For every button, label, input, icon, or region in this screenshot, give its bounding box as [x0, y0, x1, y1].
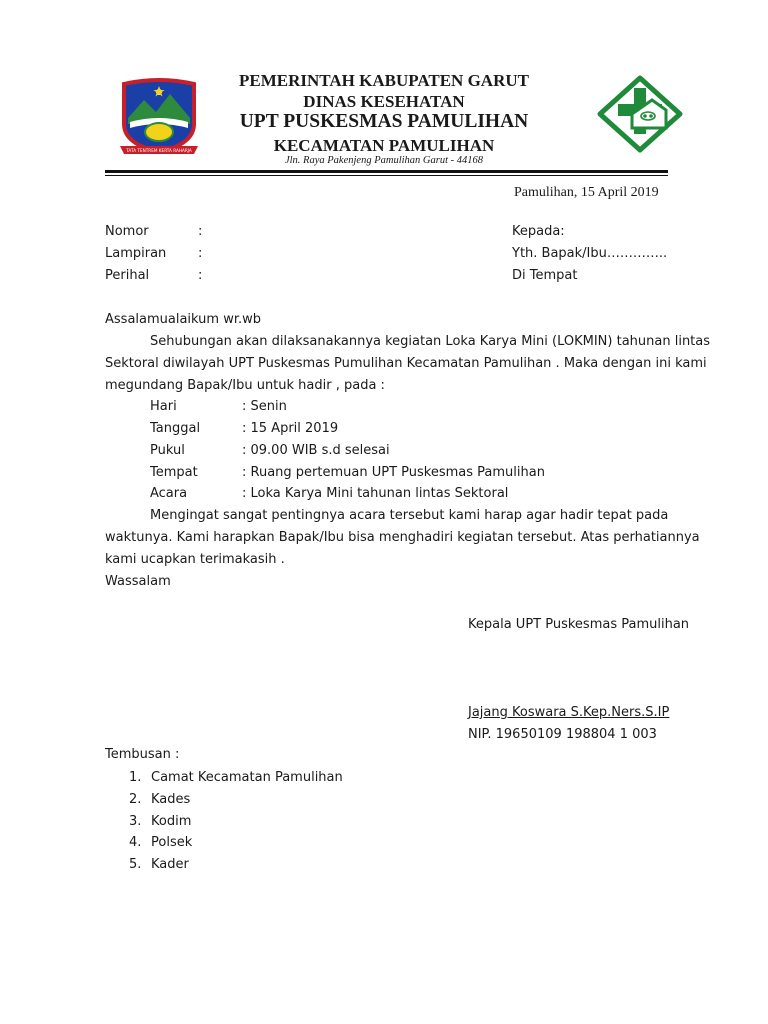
- cc-item-text: Kades: [151, 792, 191, 807]
- detail-value-tanggal: : 15 April 2019: [242, 421, 339, 436]
- meta-label-lampiran: Lampiran: [105, 246, 167, 261]
- letterhead-line-2: DINAS KESEHATAN: [303, 92, 465, 111]
- detail-value-hari: : Senin: [242, 399, 287, 414]
- detail-value-tempat: : Ruang pertemuan UPT Puskesmas Pamulihan: [242, 465, 545, 480]
- meta-colon-nomor: :: [198, 224, 203, 239]
- body-line-2: Sektoral diwilayah UPT Puskesmas Pumulihan Kecamatan Pamulihan . Maka dengan ini kami: [105, 356, 707, 371]
- recipient-line-2: Yth. Bapak/Ibu…………..: [512, 246, 668, 261]
- detail-label-pukul: Pukul: [150, 443, 185, 458]
- closing-line-1: Mengingat sangat pentingnya acara tersebut kami harap agar hadir tepat pada: [150, 508, 669, 523]
- cc-item-number: 2.: [129, 792, 142, 807]
- body-line-3: megundang Bapak/Ibu untuk hadir , pada :: [105, 378, 385, 393]
- cc-item-number: 5.: [129, 857, 142, 872]
- closing-line-3: kami ucapkan terimakasih .: [105, 552, 285, 567]
- farewell: Wassalam: [105, 574, 171, 589]
- signature-nip: NIP. 19650109 198804 1 003: [468, 727, 657, 742]
- letterhead-line-4: KECAMATAN PAMULIHAN: [273, 136, 495, 155]
- cc-item-number: 3.: [129, 814, 142, 829]
- cc-item-number: 1.: [129, 770, 142, 785]
- letterhead-address: Jln. Raya Pakenjeng Pamulihan Garut - 44168: [284, 155, 483, 166]
- signature-title: Kepala UPT Puskesmas Pamulihan: [468, 617, 690, 632]
- meta-label-perihal: Perihal: [105, 268, 150, 283]
- detail-label-hari: Hari: [150, 399, 177, 414]
- cc-item-text: Kader: [151, 857, 189, 872]
- closing-line-2: waktunya. Kami harapkan Bapak/Ibu bisa menghadiri kegiatan tersebut. Atas perhatiannya: [105, 530, 700, 545]
- signature-name: Jajang Koswara S.Kep.Ners.S.IP: [468, 705, 670, 720]
- place-date: Pamulihan, 15 April 2019: [514, 185, 659, 200]
- meta-colon-lampiran: :: [198, 246, 203, 261]
- ribbon-text: TATA TENTREM KERTA RAHARJA: [126, 148, 192, 153]
- detail-value-acara: : Loka Karya Mini tahunan lintas Sektoral: [242, 486, 509, 501]
- body-line-1: Sehubungan akan dilaksanakannya kegiatan Loka Karya Mini (LOKMIN) tahunan lintas: [150, 334, 711, 349]
- letterhead-line-1: PEMERINTAH KABUPATEN GARUT: [239, 71, 529, 90]
- cc-heading: Tembusan :: [105, 747, 180, 762]
- detail-label-tanggal: Tanggal: [150, 421, 201, 436]
- recipient-line-1: Kepada:: [512, 224, 565, 239]
- letterhead-line-3: UPT PUSKESMAS PAMULIHAN: [239, 111, 529, 132]
- detail-value-pukul: : 09.00 WIB s.d selesai: [242, 443, 390, 458]
- letterhead-divider-thin: [105, 175, 668, 176]
- cc-item-number: 4.: [129, 835, 142, 850]
- meta-colon-perihal: :: [198, 268, 203, 283]
- recipient-line-3: Di Tempat: [512, 268, 578, 283]
- detail-label-tempat: Tempat: [150, 465, 198, 480]
- meta-label-nomor: Nomor: [105, 224, 149, 239]
- cc-item-text: Camat Kecamatan Pamulihan: [151, 770, 343, 785]
- letterhead-divider: [105, 170, 668, 173]
- detail-label-acara: Acara: [150, 486, 188, 501]
- greeting: Assalamualaikum wr.wb: [105, 312, 262, 327]
- cc-item-text: Polsek: [151, 835, 193, 850]
- cc-item-text: Kodim: [151, 814, 192, 829]
